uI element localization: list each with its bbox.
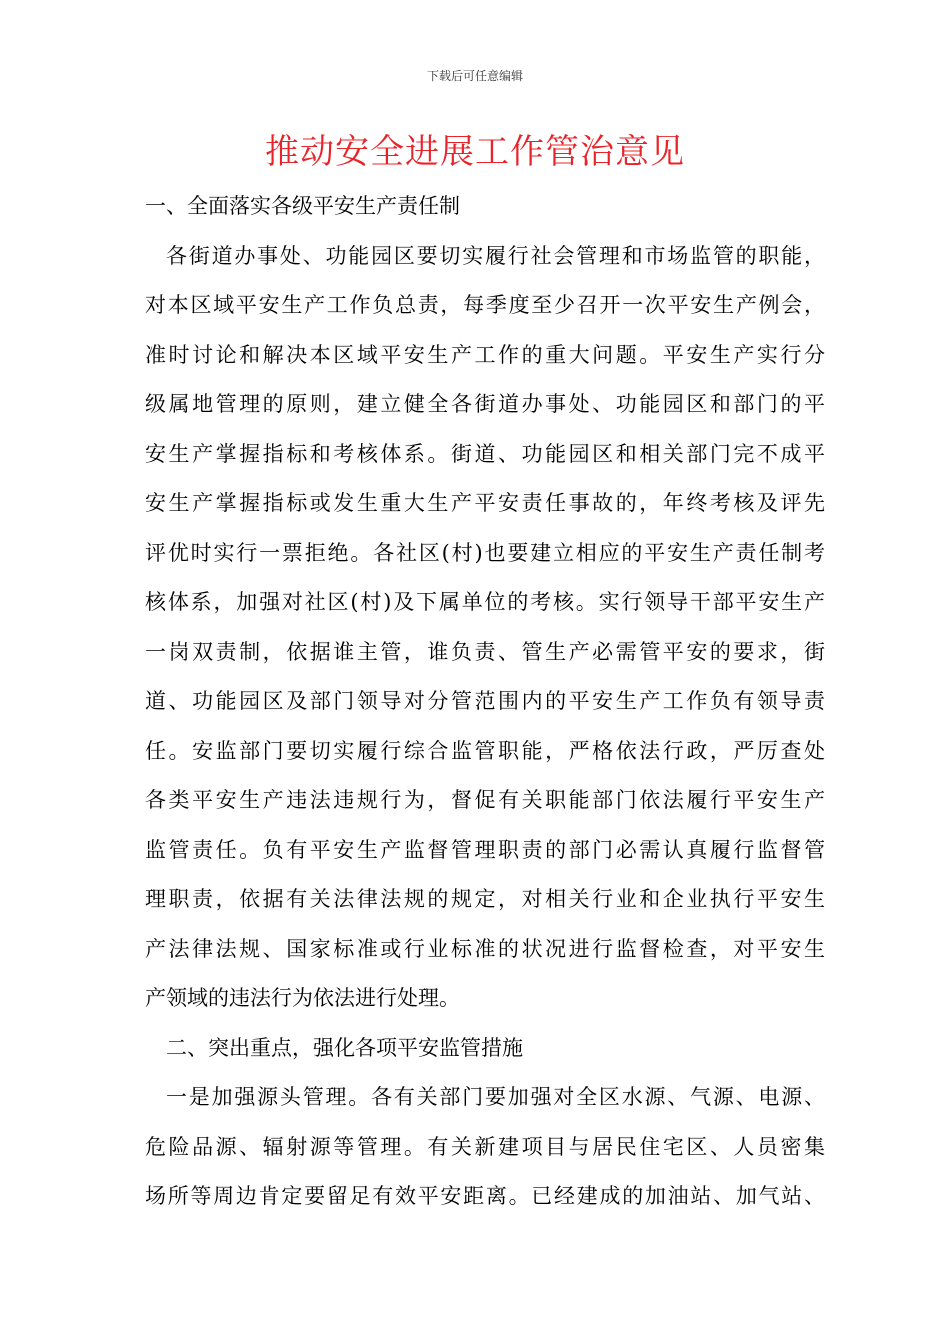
paragraph-line: 各类平安生产违法违规行为，督促有关职能部门依法履行平安生产 xyxy=(145,788,825,812)
paragraph-line: 理职责，依据有关法律法规的规定，对相关行业和企业执行平安生 xyxy=(145,887,825,911)
section-heading-1: 一、全面落实各级平安生产责任制 xyxy=(145,194,460,218)
paragraph-line: 一是加强源头管理。各有关部门要加强对全区水源、气源、电源、 xyxy=(166,1085,825,1109)
paragraph-line: 安生产掌握指标和考核体系。街道、功能园区和相关部门完不成平 xyxy=(145,441,825,466)
paragraph-line: 安生产掌握指标或发生重大生产平安责任事故的，年终考核及评先 xyxy=(145,491,825,515)
header-note: 下载后可任意编辑 xyxy=(426,69,523,83)
section-heading-2: 二、突出重点，强化各项平安监管措施 xyxy=(166,1035,523,1060)
paragraph-line: 准时讨论和解决本区域平安生产工作的重大问题。平安生产实行分 xyxy=(145,342,825,367)
paragraph-line: 对本区域平安生产工作负总责，每季度至少召开一次平安生产例会， xyxy=(145,293,825,317)
paragraph-line: 产法律法规、国家标准或行业标准的状况进行监督检查，对平安生 xyxy=(145,936,825,961)
paragraph-line: 各街道办事处、功能园区要切实履行社会管理和市场监管的职能， xyxy=(166,243,825,268)
paragraph-line: 级属地管理的原则，建立健全各街道办事处、功能园区和部门的平 xyxy=(145,392,825,416)
paragraph-line: 一岗双责制，依据谁主管，谁负责、管生产必需管平安的要求，街 xyxy=(145,639,825,664)
paragraph-line: 产领域的违法行为依法进行处理。 xyxy=(145,986,460,1010)
paragraph-line: 道、功能园区及部门领导对分管范围内的平安生产工作负有领导责 xyxy=(145,689,825,713)
paragraph-line: 危险品源、辐射源等管理。有关新建项目与居民住宅区、人员密集 xyxy=(145,1134,825,1159)
paragraph-line: 监管责任。负有平安生产监督管理职责的部门必需认真履行监督管 xyxy=(145,837,825,862)
paragraph-line: 核体系，加强对社区(村)及下属单位的考核。实行领导干部平安生产 xyxy=(145,590,825,614)
paragraph-line: 评优时实行一票拒绝。各社区(村)也要建立相应的平安生产责任制考 xyxy=(145,540,825,565)
document-body xyxy=(145,182,825,1222)
paragraph-line: 任。安监部门要切实履行综合监管职能，严格依法行政，严厉查处 xyxy=(145,738,825,763)
document-title: 推动安全进展工作管治意见 xyxy=(265,132,685,172)
paragraph-line: 场所等周边肯定要留足有效平安距离。已经建成的加油站、加气站、 xyxy=(145,1184,825,1208)
